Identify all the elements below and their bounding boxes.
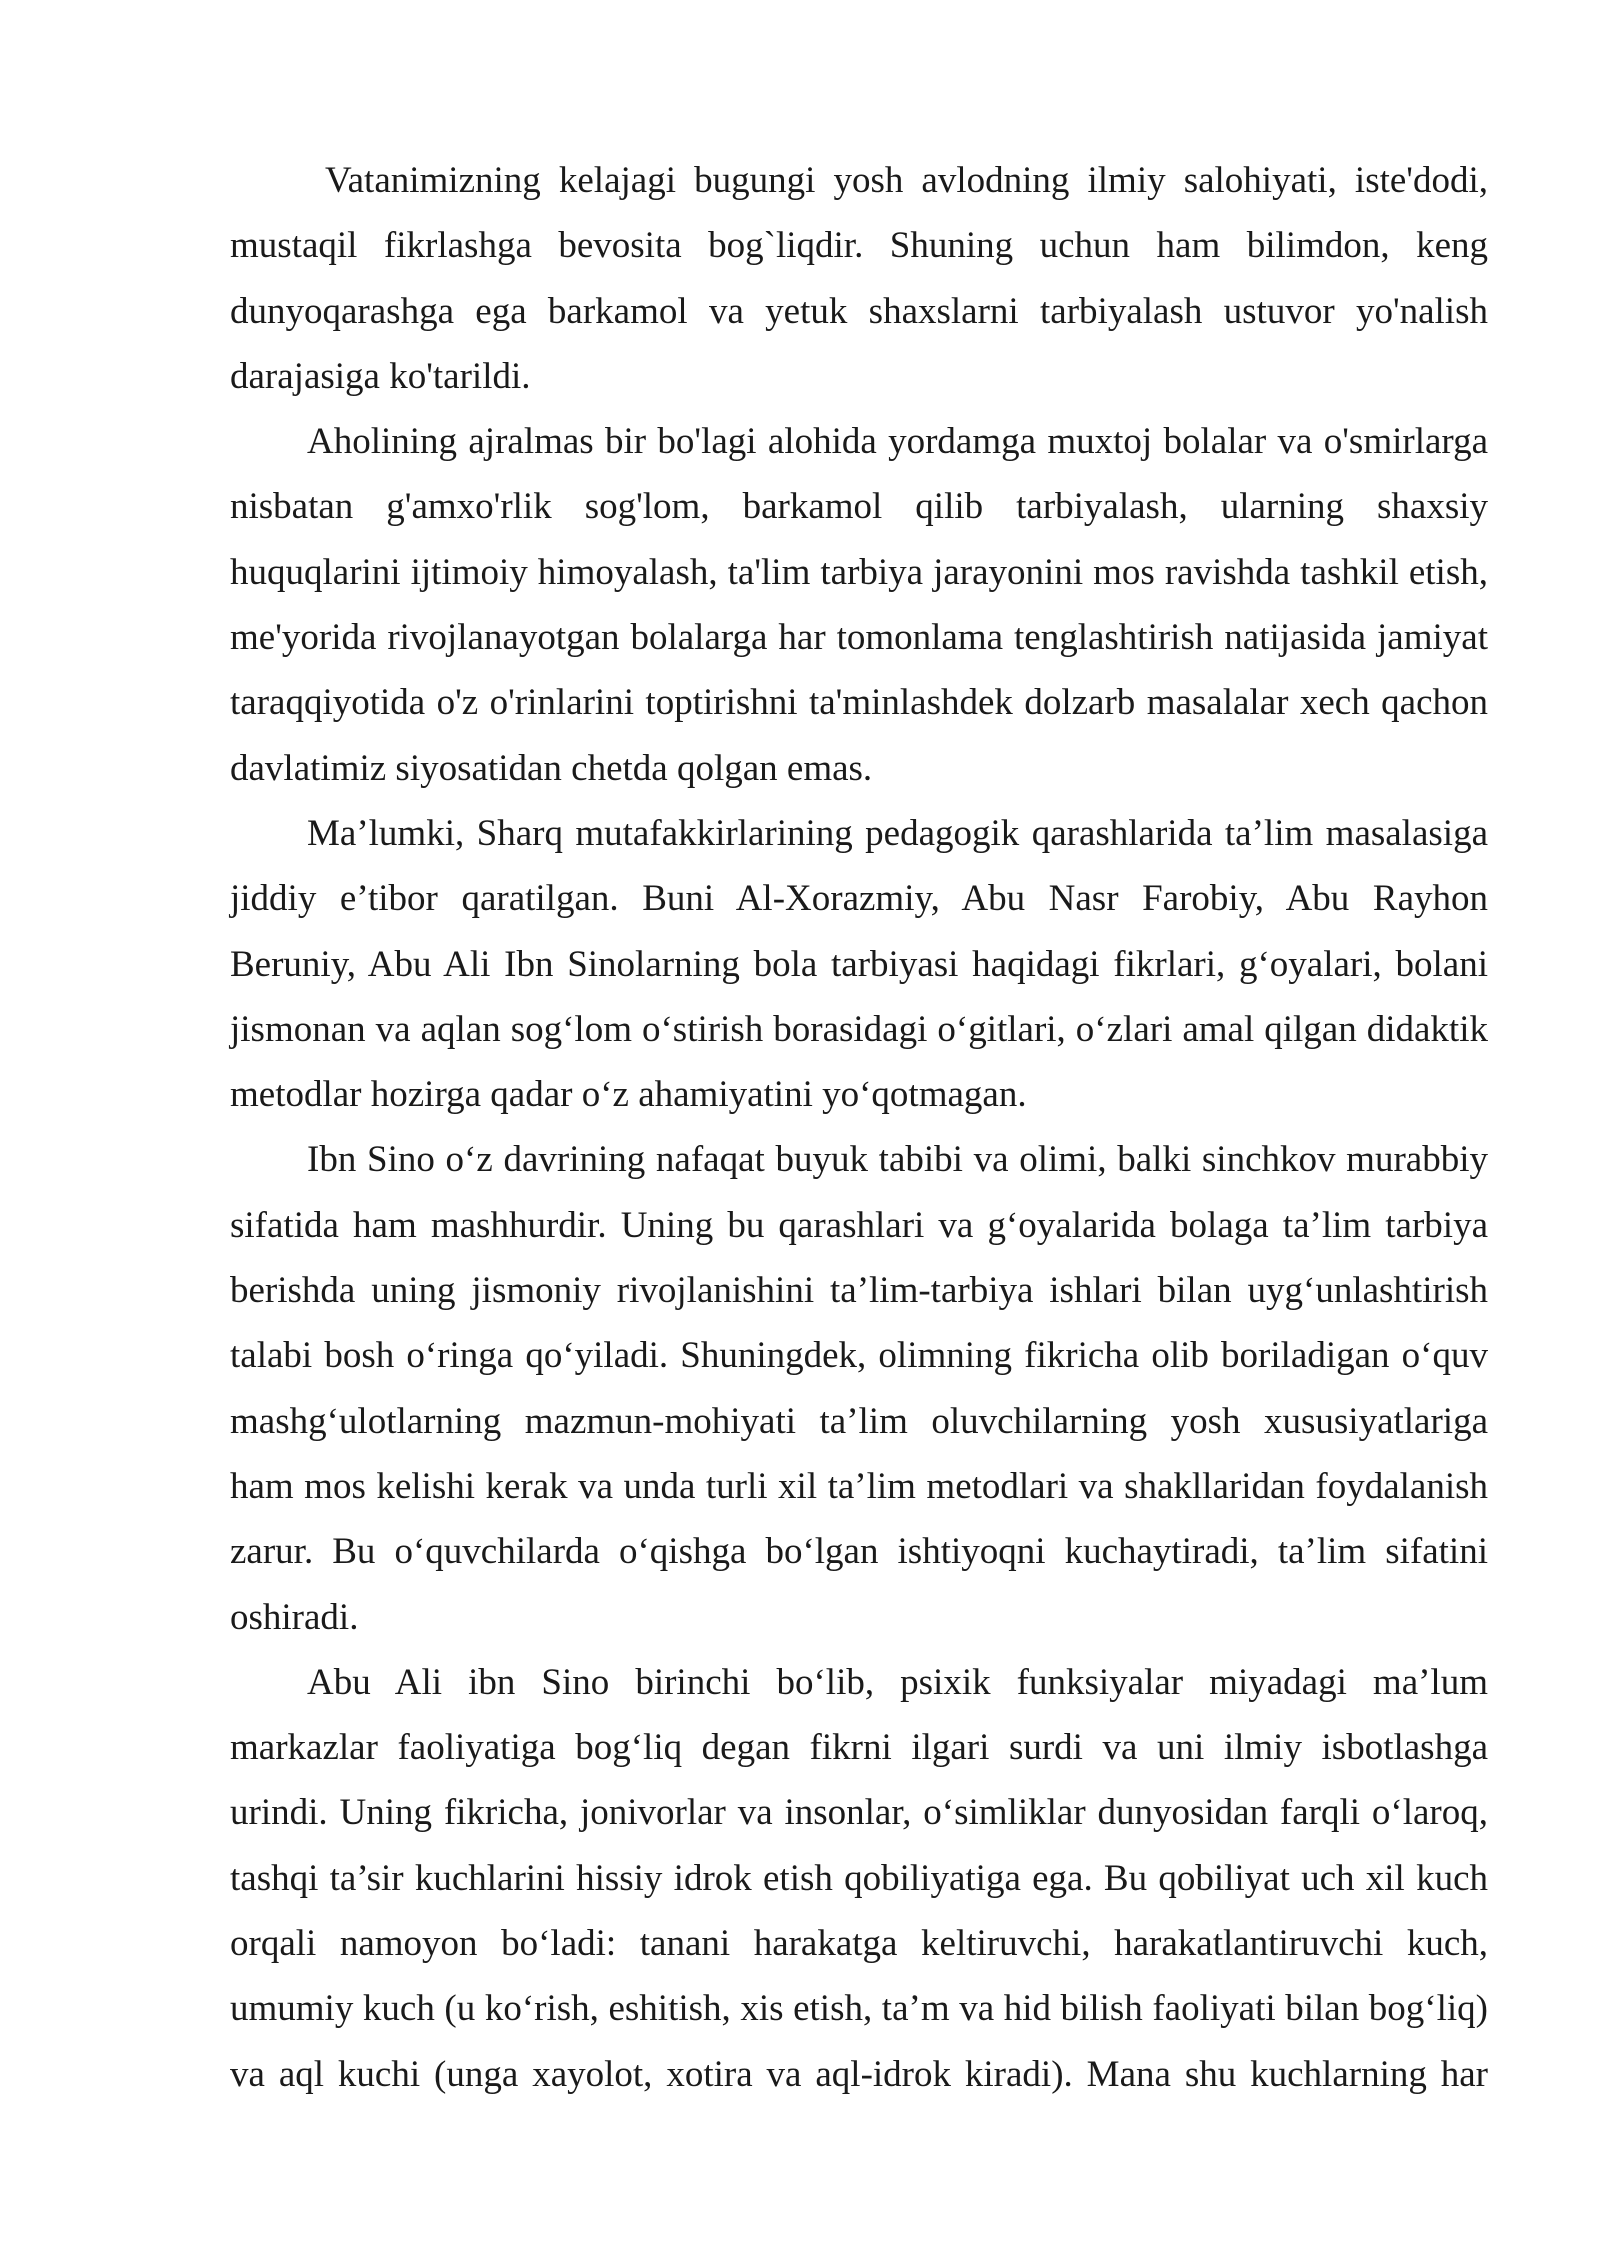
paragraph-2: Aholining ajralmas bir bo'lagi alohida yordamga muxtoj bolalar va o'smirlarga nisbatan g'amxo'rlik sog'lom, barkamol qilib tarbiyalash, ularning shaxsiy huquqlarini ijtimoiy himoyalash, ta'lim tarbiya jarayonini mos ravishda tashkil etish, me'yorida rivojlanayotgan bolalarga har tomonlama tenglashtirish natijasida jamiyat taraqqiyotida o'z o'rinlarini toptirishni ta'minlashdek dolzarb masalalar xech qachon davlatimiz siyosatidan chetda qolgan emas. bbox=[230, 421, 1488, 789]
paragraph-5: Abu Ali ibn Sino birinchi bo‘lib, psixik funksiyalar miyadagi ma’lum markazlar faoliyatiga bog‘liq degan fikrni ilgari surdi va uni ilmiy isbotlashga urindi. Uning fikricha, jonivorlar va insonlar, o‘simliklar dunyosidan farqli o‘laroq, tashqi ta’sir kuchlarini hissiy idrok etish qobiliyatiga ega. Bu qobiliyat uch xil kuch orqali namoyon bo‘ladi: tanani harakatga keltiruvchi, harakatlantiruvchi kuch, umumiy kuch (u ko‘rish, eshitish, xis etish, ta’m va hid bilish faoliyati bilan bog‘liq) va aql kuchi (unga xayolot, xotira va aql-idrok kiradi). Mana shu kuchlarning har bbox=[230, 1661, 1488, 2095]
paragraph-1: Vatanimizning kelajagi bugungi yosh avlodning ilmiy salohiyati, iste'dodi, mustaqil fikrlashga bevosita bog`liqdir. Shuning uchun ham bilimdon, keng dunyoqarashga ega barkamol va yetuk shaxslarni tarbiyalash ustuvor yo'nalish darajasiga ko'tarildi. bbox=[230, 160, 1488, 397]
paragraph-3: Ma’lumki, Sharq mutafakkirlarining pedagogik qarashlarida ta’lim masalasiga jiddiy e’tibor qaratilgan. Buni Al-Xorazmiy, Abu Nasr Farobiy, Abu Rayhon Beruniy, Abu Ali Ibn Sinolarning bola tarbiyasi haqidagi fikrlari, g‘oyalari, bolani jismonan va aqlan sog‘lom o‘stirish borasidagi o‘gitlari, o‘zlari amal qilgan didaktik metodlar hozirga qadar o‘z ahamiyatini yo‘qotmagan. bbox=[230, 812, 1488, 1116]
paragraph-4: Ibn Sino o‘z davrining nafaqat buyuk tabibi va olimi, balki sinchkov murabbiy sifatida ham mashhurdir. Uning bu qarashlari va g‘oyalarida bolaga ta’lim tarbiya berishda uning jismoniy rivojlanishini ta’lim-tarbiya ishlari bilan uyg‘unlashtirish talabi bosh o‘ringa qo‘yiladi. Shuningdek, olimning fikricha olib boriladigan o‘quv mashg‘ulotlarning mazmun-mohiyati ta’lim oluvchilarning yosh xususiyatlariga ham mos kelishi kerak va unda turli xil ta’lim metodlari va shakllaridan foydalanish zarur. Bu o‘quvchilarda o‘qishga bo‘lgan ishtiyoqni kuchaytiradi, ta’lim sifatini oshiradi. bbox=[230, 1139, 1488, 1638]
document-body bbox=[230, 148, 1488, 2107]
